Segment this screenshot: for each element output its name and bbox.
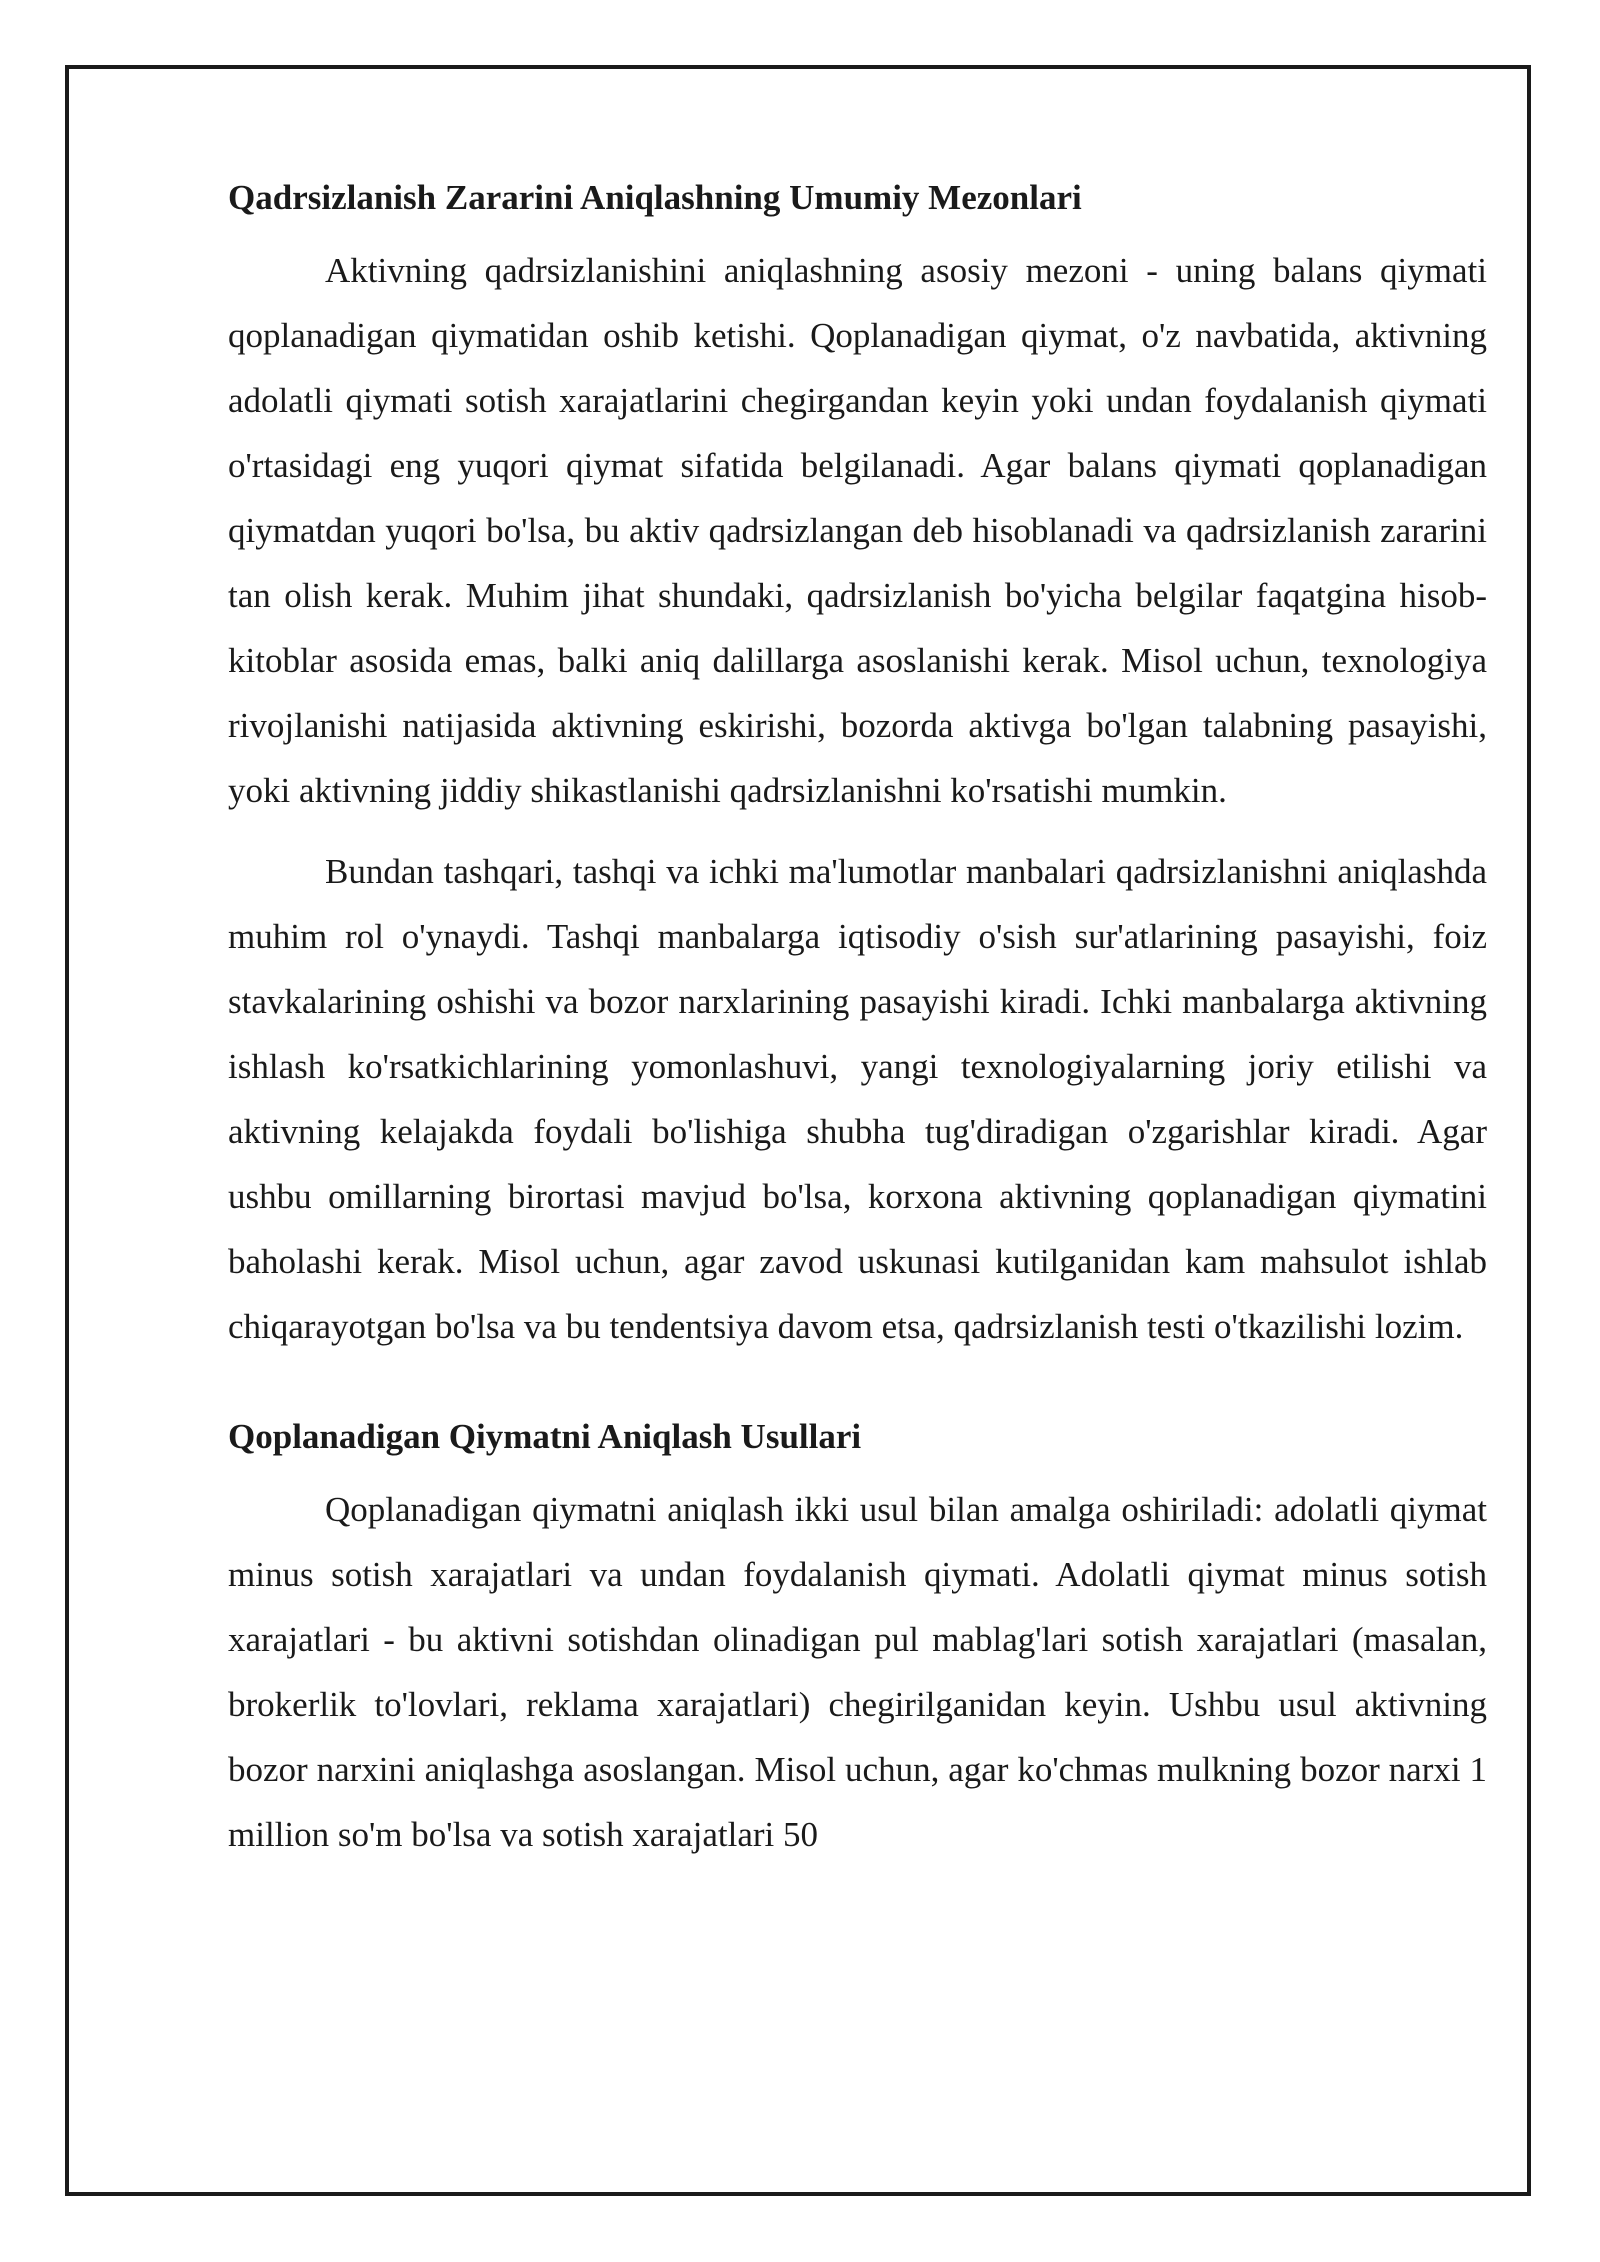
paragraph: Aktivning qadrsizlanishini aniqlashning asosiy mezoni - uning balans qiymati qoplanadigan qiymatidan oshib ketishi. Qoplanadigan qiymat, o'z navbatida, aktivning adolatli qiymati sotish xarajatlarini chegirgandan keyin yoki undan foydalanish qiymati o'rtasidagi eng yuqori qiymat sifatida belgilanadi. Agar balans qiymati qoplanadigan qiymatdan yuqori bo'lsa, bu aktiv qadrsizlangan deb hisoblanadi va qadrsizlanish zararini tan olish kerak. Muhim jihat shundaki, qadrsizlanish bo'yicha belgilar faqatgina hisob-kitoblar asosida emas, balki aniq dalillarga asoslanishi kerak. Misol uchun, texnologiya rivojlanishi natijasida aktivning eskirishi, bozorda aktivga bo'lgan talabning pasayishi, yoki aktivning jiddiy shikastlanishi qadrsizlanishni ko'rsatishi mumkin. [228, 251, 1487, 810]
section-heading: Qoplanadigan Qiymatni Aniqlash Usullari [228, 1417, 862, 1456]
section-heading: Qadrsizlanish Zararini Aniqlashning Umumiy Mezonlari [228, 178, 1082, 217]
paragraph: Qoplanadigan qiymatni aniqlash ikki usul bilan amalga oshiriladi: adolatli qiymat minus sotish xarajatlari va undan foydalanish qiymati. Adolatli qiymat minus sotish xarajatlari - bu aktivni sotishdan olinadigan pul mablag'lari sotish xarajatlari (masalan, brokerlik to'lovlari, reklama xarajatlari) chegirilganidan keyin. Ushbu usul aktivning bozor narxini aniqlashga asoslangan. Misol uchun, agar ko'chmas mulkning bozor narxi 1 million so'm bo'lsa va sotish xarajatlari 50 [228, 1490, 1487, 1854]
paragraph: Bundan tashqari, tashqi va ichki ma'lumotlar manbalari qadrsizlanishni aniqlashda muhim rol o'ynaydi. Tashqi manbalarga iqtisodiy o'sish sur'atlarining pasayishi, foiz stavkalarining oshishi va bozor narxlarining pasayishi kiradi. Ichki manbalarga aktivning ishlash ko'rsatkichlarining yomonlashuvi, yangi texnologiyalarning joriy etilishi va aktivning kelajakda foydali bo'lishiga shubha tug'diradigan o'zgarishlar kiradi. Agar ushbu omillarning birortasi mavjud bo'lsa, korxona aktivning qoplanadigan qiymatini baholashi kerak. Misol uchun, agar zavod uskunasi kutilganidan kam mahsulot ishlab chiqarayotgan bo'lsa va bu tendentsiya davom etsa, qadrsizlanish testi o'tkazilishi lozim. [228, 852, 1487, 1346]
document-body [228, 168, 1487, 1883]
